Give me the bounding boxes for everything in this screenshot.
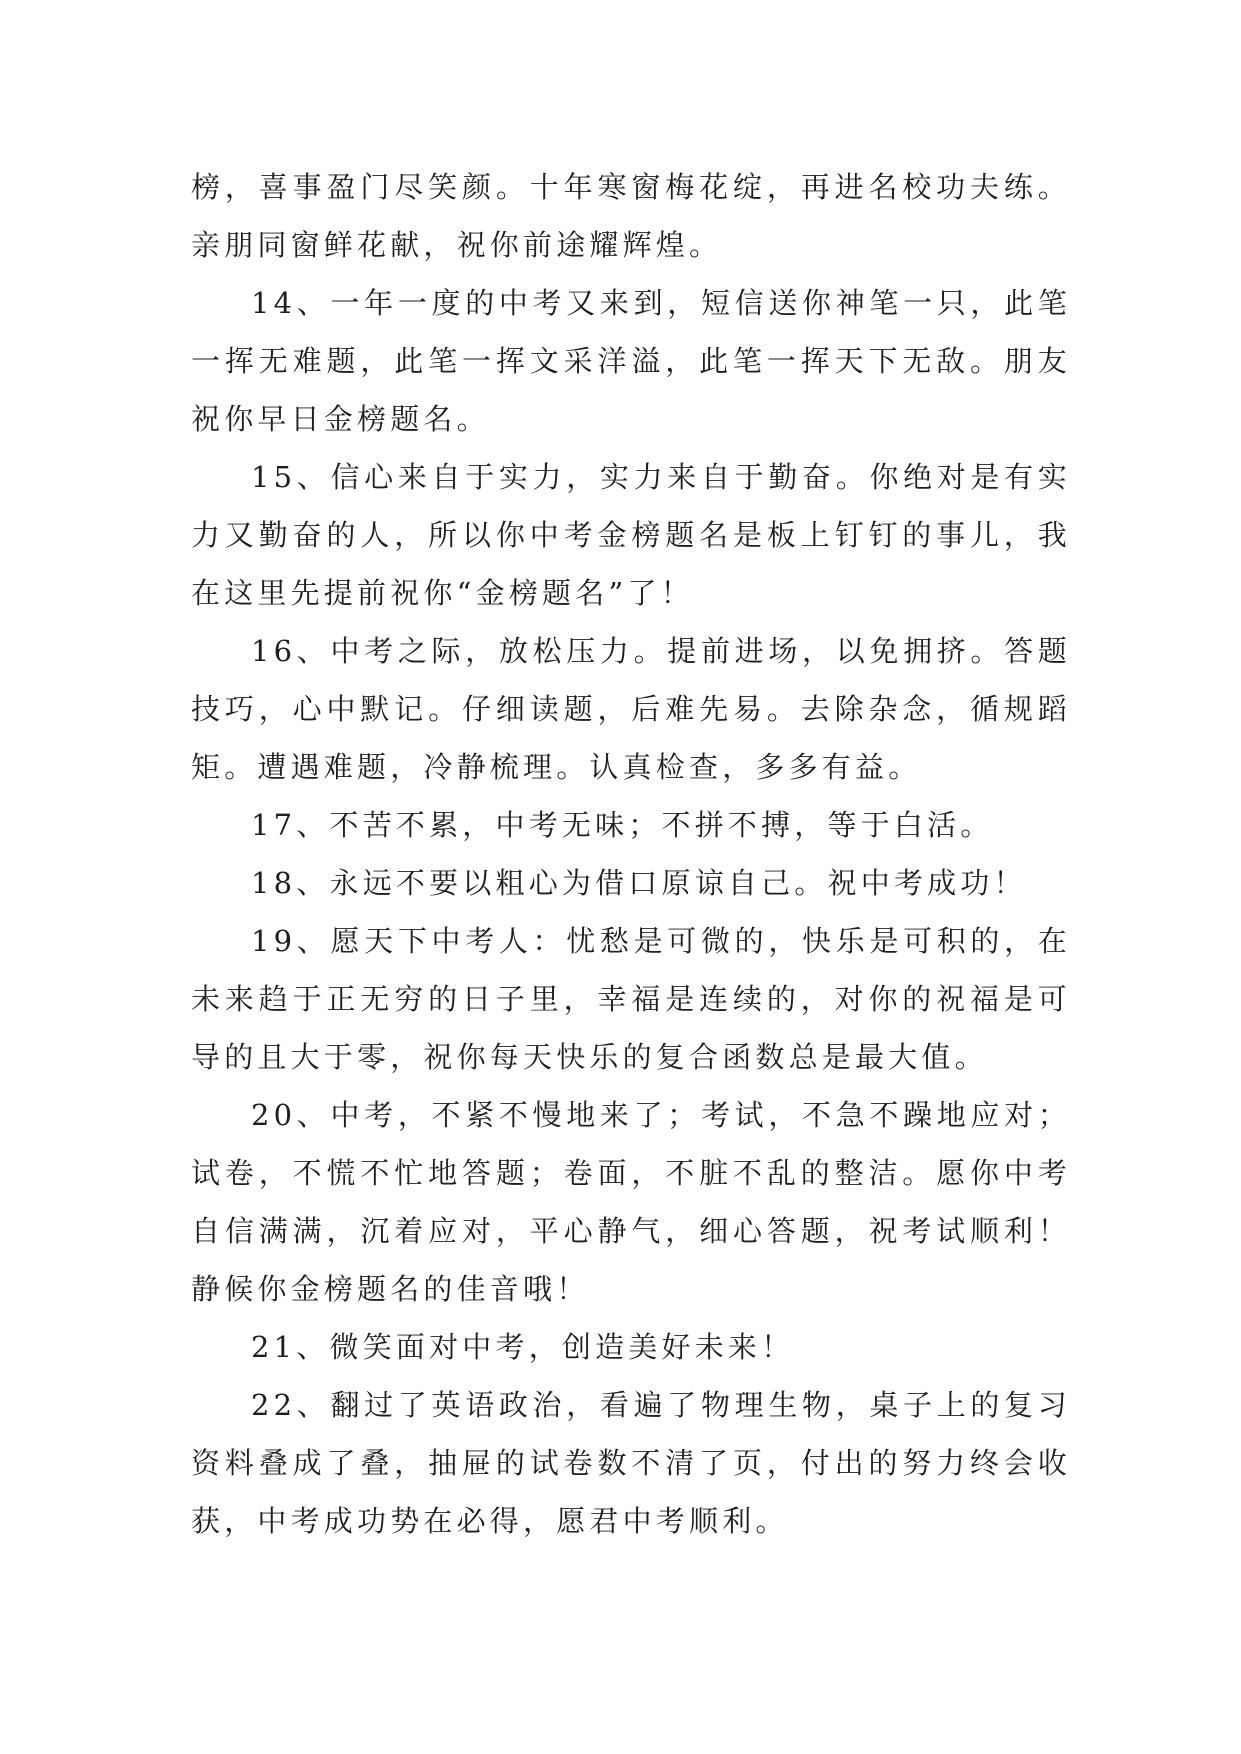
paragraph-16: 16、中考之际，放松压力。提前进场，以免拥挤。答题技巧，心中默记。仔细读题，后难先易。去除杂念，循规蹈矩。遭遇难题，冷静梳理。认真检查，多多有益。 <box>191 634 1071 784</box>
paragraph-15: 15、信心来自于实力，实力来自于勤奋。你绝对是有实力又勤奋的人，所以你中考金榜题名是板上钉钉的事儿，我在这里先提前祝你“金榜题名”了！ <box>191 460 1071 610</box>
paragraph-14: 14、一年一度的中考又来到，短信送你神笔一只，此笔一挥无难题，此笔一挥文采洋溢，此笔一挥天下无敌。朋友祝你早日金榜题名。 <box>191 286 1071 436</box>
paragraph-21: 21、微笑面对中考，创造美好未来！ <box>251 1330 795 1364</box>
paragraph-18: 18、永远不要以粗心为借口原谅自己。祝中考成功！ <box>251 866 1027 900</box>
paragraph-19: 19、愿天下中考人：忧愁是可微的，快乐是可积的，在未来趋于正无穷的日子里，幸福是连续的，对你的祝福是可导的且大于零，祝你每天快乐的复合函数总是最大值。 <box>191 924 1071 1074</box>
paragraph-22: 22、翻过了英语政治，看遍了物理生物，桌子上的复习资料叠成了叠，抽屉的试卷数不清了页，付出的努力终会收获，中考成功势在必得，愿君中考顺利。 <box>191 1388 1071 1538</box>
document-body <box>191 158 1071 1550</box>
paragraph-continuation: 榜，喜事盈门尽笑颜。十年寒窗梅花绽，再进名校功夫练。亲朋同窗鲜花献，祝你前途耀辉煌。 <box>191 170 1071 262</box>
paragraph-20: 20、中考，不紧不慢地来了；考试，不急不躁地应对；试卷，不慌不忙地答题；卷面，不脏不乱的整洁。愿你中考自信满满，沉着应对，平心静气，细心答题，祝考试顺利！静候你金榜题名的佳音哦！ <box>191 1098 1071 1306</box>
paragraph-17: 17、不苦不累，中考无味；不拼不搏，等于白活。 <box>251 808 994 842</box>
